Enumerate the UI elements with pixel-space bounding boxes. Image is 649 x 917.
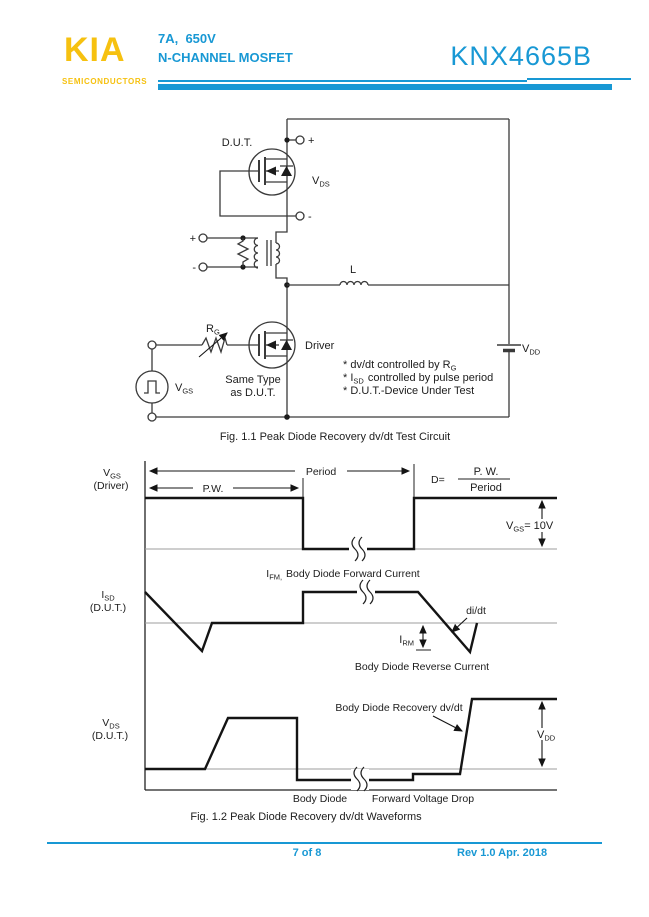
note-dut: * D.U.T.-Device Under Test xyxy=(343,385,475,397)
same-type-label-1: Same Type xyxy=(225,374,281,386)
parallel-resistor xyxy=(238,238,248,267)
vds-label: $V_{DS}$ xyxy=(312,175,330,189)
primary-minus-label: - xyxy=(192,262,196,274)
secondary-winding xyxy=(276,243,280,264)
isd-waveform-section xyxy=(145,580,557,652)
fig2-caption: Fig. 1.2 Peak Diode Recovery dv/dt Waveforms xyxy=(190,811,422,823)
minus-terminal-label: - xyxy=(308,211,312,223)
driver-label: Driver xyxy=(305,340,335,352)
ifm-label: $I_{FM,}$ Body Diode Forward Current xyxy=(266,568,420,582)
axis-label-vgs-2: (Driver) xyxy=(93,480,129,492)
dut-label: D.U.T. xyxy=(221,137,253,149)
rg-variable-resistor xyxy=(148,333,259,357)
rg-label: $R_G$ xyxy=(206,323,220,337)
load-inductor xyxy=(284,282,509,288)
recovery-dvdt-label: Body Diode Recovery dv/dt xyxy=(335,702,463,714)
vdd-label: $V_{DD}$ xyxy=(522,343,541,357)
reverse-current-label: Body Diode Reverse Current xyxy=(354,661,490,673)
vgs-source-label: $V_{GS}$ xyxy=(175,382,194,396)
pulse-icon xyxy=(144,381,160,393)
note-dvdt: * dv/dt controlled by $R_G$ xyxy=(343,359,457,373)
period-label: Period xyxy=(305,466,337,478)
duty-denominator: Period xyxy=(470,482,502,494)
didt-label: di/dt xyxy=(466,605,486,617)
device-type: N-CHANNEL MOSFET xyxy=(158,50,293,65)
axis-label-isd: $I_{SD}$ xyxy=(101,589,115,603)
axis-label-isd-2: (D.U.T.) xyxy=(89,602,127,614)
primary-winding xyxy=(254,238,258,268)
vgs-pulse-source xyxy=(136,349,168,421)
substrate-arrow-icon xyxy=(266,167,276,176)
pw-label: P.W. xyxy=(202,483,224,495)
fig1-test-circuit xyxy=(136,119,541,443)
inductor-label: L xyxy=(349,264,357,276)
duty-cycle-lhs: D= xyxy=(431,474,445,486)
page-number: 7 of 8 xyxy=(292,847,322,859)
vdd-span-label: $V_{DD}$ xyxy=(537,729,556,743)
plus-terminal-label: + xyxy=(308,135,315,147)
dut-mosfet-symbol xyxy=(220,149,296,216)
duty-numerator: P. W. xyxy=(473,466,499,478)
axis-label-vds: $V_{DS}$ xyxy=(102,717,120,731)
footer-rule xyxy=(47,842,602,844)
kia-logo: KIA xyxy=(64,31,126,69)
fig1-caption: Fig. 1.1 Peak Diode Recovery dv/dt Test Circuit xyxy=(219,431,451,443)
note-isd: * $I_{SD}$ controlled by pulse period xyxy=(343,372,494,386)
device-rating: 7A, 650V xyxy=(158,31,216,46)
transformer xyxy=(199,234,280,271)
same-type-label-2: as D.U.T. xyxy=(230,387,276,399)
primary-plus-label: + xyxy=(189,233,196,245)
driver-mosfet-symbol xyxy=(249,322,295,420)
transformer-core xyxy=(267,240,271,266)
body-diode-icon xyxy=(281,166,292,176)
fig2-waveforms xyxy=(90,461,560,823)
axis-label-vgs: $V_{GS}$ xyxy=(103,467,121,481)
part-number: KNX4665B xyxy=(450,41,592,71)
vgs-level-label: $V_{GS}= 10V$ xyxy=(506,520,554,534)
axis-label-vds-2: (D.U.T.) xyxy=(91,730,129,742)
revision: Rev 1.0 Apr. 2018 xyxy=(457,847,548,859)
vdd-battery xyxy=(497,345,521,351)
forward-drop-label: Forward Voltage Drop xyxy=(371,793,475,805)
kia-logo-subtitle: SEMICONDUCTORS xyxy=(62,77,148,86)
irm-label: $I_{RM}$ xyxy=(399,634,414,648)
body-diode-label: Body Diode xyxy=(292,793,348,805)
